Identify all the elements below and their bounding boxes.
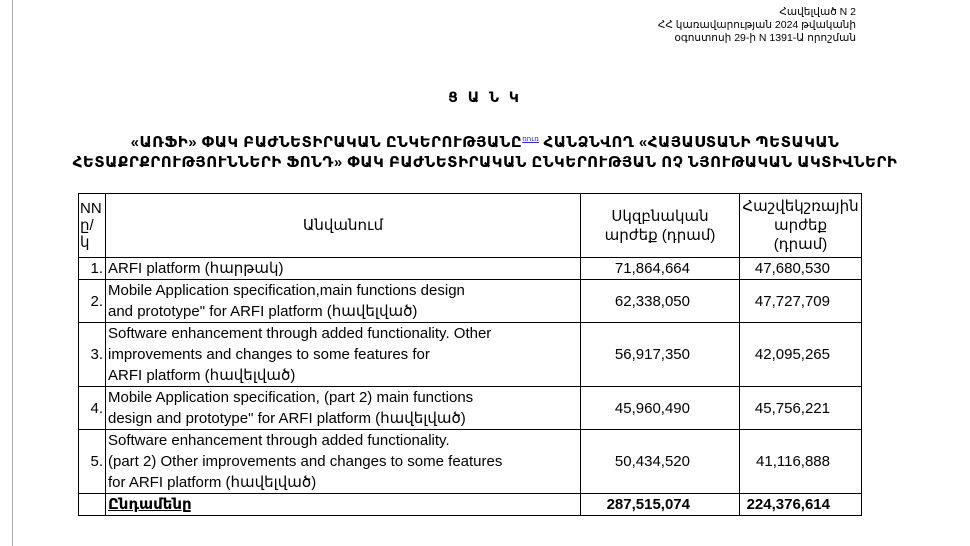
header-initial-value [581, 194, 740, 258]
row-name-line: ARFI platform (հարթակ) [108, 260, 284, 277]
document-heading [0, 130, 970, 173]
row-number: 1. [79, 258, 106, 280]
total-initial-value: 287,515,074 [581, 494, 740, 516]
row-number: 4. [79, 387, 106, 430]
row-name-line: for ARFI platform (հավելված) [108, 474, 317, 491]
header-book-line-1: Հաշվեկշռային [742, 198, 859, 215]
row-name-line: (part 2) Other improvements and changes to some features [108, 453, 503, 470]
table-row [79, 387, 862, 430]
row-book-value: 45,756,221 [740, 387, 862, 430]
document-title: Ց Ա Ն Կ [448, 89, 522, 105]
annex-government-line: ՀՀ կառավարության 2024 թվականի [657, 19, 856, 31]
row-name [106, 258, 581, 280]
annex-number: Հավելված N 2 [779, 6, 856, 18]
header-number-line-1: NN [80, 200, 102, 217]
row-name [106, 323, 581, 387]
total-book-value: 224,376,614 [740, 494, 862, 516]
heading-line-2: ՀԵՏԱՔՐՔՐՈՒԹՅՈՒՆՆԵՐԻ ՖՈՆԴ» ՓԱԿ ԲԱԺՆԵՏԻՐԱԿԱՆ ԸՆԿԵՐՈՒԹՅԱՆ ՈՉ ՆՅՈՒԹԱԿԱՆ ԱԿՏԻՎՆԵՐԻ [72, 154, 898, 171]
row-book-value: 41,116,888 [740, 430, 862, 494]
total-row [79, 494, 862, 516]
row-name-line: design and prototype" for ARFI platform (հավելված) [108, 410, 466, 427]
heading-line-1-end: ՀԱՆՁՆՎՈՂ «ՀԱՅԱՍՏԱՆԻ ՊԵՏԱԿԱՆ [538, 134, 840, 151]
row-book-value: 47,680,530 [740, 258, 862, 280]
header-book-value [740, 194, 862, 258]
annex-reference [658, 6, 856, 45]
row-name-line: Mobile Application specification,main functions design [108, 282, 465, 299]
row-initial-value: 71,864,664 [581, 258, 740, 280]
header-book-line-2: արժեք [773, 217, 828, 234]
assets-table [78, 193, 862, 516]
row-name-line: Mobile Application specification, (part 2) main functions [108, 389, 474, 406]
row-number: 2. [79, 280, 106, 323]
table-row [79, 323, 862, 387]
header-number [79, 194, 106, 258]
total-number-cell [79, 494, 106, 516]
table-row [79, 258, 862, 280]
heading-line-1 [0, 130, 970, 153]
row-book-value: 42,095,265 [740, 323, 862, 387]
row-initial-value: 50,434,520 [581, 430, 740, 494]
row-initial-value: 45,960,490 [581, 387, 740, 430]
header-initial-line-2: արժեք (դրամ) [604, 226, 716, 244]
table-row [79, 430, 862, 494]
row-initial-value: 62,338,050 [581, 280, 740, 323]
row-name [106, 280, 581, 323]
row-number: 5. [79, 430, 106, 494]
row-number: 3. [79, 323, 106, 387]
row-name-line: improvements and changes to some features for [108, 346, 430, 363]
annex-decision-line: օգոստոսի 29-ի N 1391-Ա որոշման [674, 32, 856, 44]
row-name-line: Software enhancement through added functionality. Other [108, 325, 492, 342]
header-book-line-3: (դրամ) [773, 236, 828, 253]
row-book-value: 47,727,709 [740, 280, 862, 323]
table-header-row [79, 194, 862, 258]
heading-line-1-start: «ԱՌՖԻ» ՓԱԿ ԲԱԺՆԵՏԻՐԱԿԱՆ ԸՆԿԵՐՈՒԹՅԱՆԸ [130, 134, 523, 151]
row-name [106, 430, 581, 494]
row-name-line: Software enhancement through added functionality. [108, 432, 450, 449]
row-name-line: and prototype" for ARFI platform (հավելված) [108, 303, 418, 320]
header-number-line-2: ը/կ [80, 217, 94, 251]
header-initial-line-1: Սկզբնական [611, 207, 709, 225]
table-row [79, 280, 862, 323]
total-label: Ընդամենը [106, 494, 581, 516]
page-left-border [12, 0, 13, 546]
footnote-link[interactable]: ռուռ [522, 136, 539, 143]
row-initial-value: 56,917,350 [581, 323, 740, 387]
row-name-line: ARFI platform (հավելված) [108, 367, 296, 384]
header-name: Անվանում [106, 194, 581, 258]
row-name [106, 387, 581, 430]
